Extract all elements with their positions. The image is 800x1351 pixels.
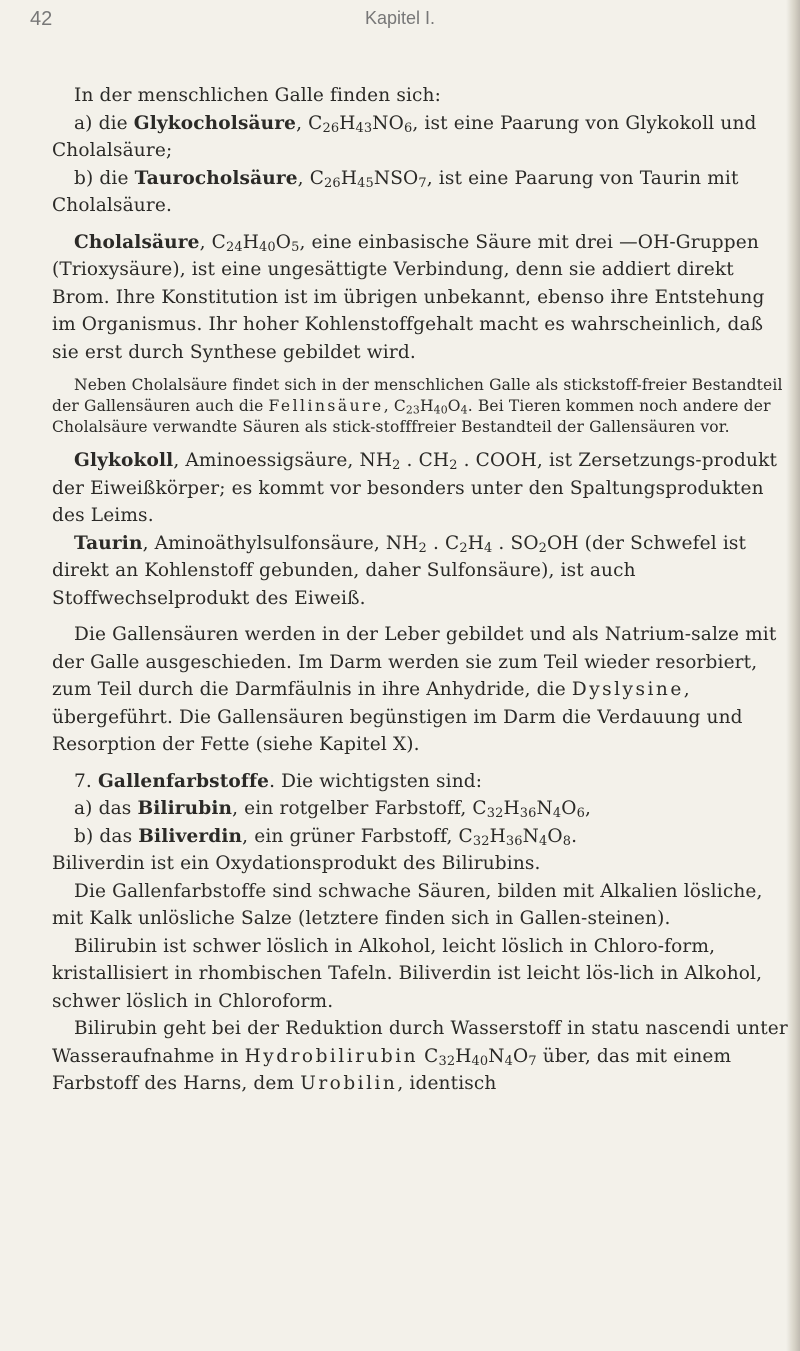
subscript: 2 — [449, 458, 458, 474]
text-run: H — [242, 231, 260, 253]
subscript: 40 — [259, 239, 276, 255]
paragraph-oxydation — [52, 850, 792, 878]
text-run: . Die wichtigsten sind: — [269, 770, 483, 792]
subscript: 6 — [403, 120, 413, 136]
bold-term: Glykocholsäure — [133, 112, 297, 134]
paragraph-loeslichkeit — [52, 933, 792, 1016]
text-run: , eine einbasische Säure mit drei —OH-Gruppen (Trioxysäure), ist eine ungesättigte Verbindung, denn sie addiert direkt Brom. Ihre Konstitution ist im übrigen unbekannt, ebenso ihre Entstehung im Organismus. Ihr hoher Kohlenstoffgehalt macht es wahrscheinlich, daß sie erst durch Synthese gebildet wird. — [52, 231, 765, 363]
text-run: Die Gallensäuren werden in der Leber gebildet und als Natrium-salze mit der Galle ausgeschieden. Im Darm werden sie zum Teil wieder resorbiert, zum Teil durch die Darmfäulnis in ihre Anhydride, die — [52, 624, 777, 700]
text-run: O — [513, 1045, 529, 1067]
text-run: H — [503, 798, 520, 819]
subscript: 43 — [355, 120, 373, 136]
text-run: a) das — [74, 798, 138, 819]
text-run: Neben Cholalsäure findet sich in der menschlichen Galle als stickstoff-freier Bestandteil der Gallensäuren auch die — [52, 376, 783, 415]
text-run: . Bei Tieren kommen noch andere der Cholalsäure verwandte Säuren als stick-stofffreier Bestandteil der Gallensäuren vor. — [52, 397, 771, 436]
text-run: NSO — [373, 167, 419, 189]
subscript: 24 — [225, 239, 243, 255]
page-body — [52, 82, 792, 1098]
text-run: , Aminoäthylsulfonsäure, NH — [142, 532, 419, 554]
subscript: 8 — [562, 833, 572, 849]
spaced-term: Dyslysine — [571, 679, 684, 700]
text-run: . COOH, ist Zersetzungs-produkt der Eiweißkörper; es kommt vor besonders unter den Spaltungsprodukten des Leims. — [52, 450, 778, 526]
item-glykocholsaeure — [52, 110, 792, 165]
text-run: H — [419, 397, 434, 415]
subscript: 6 — [576, 806, 585, 822]
text-run: b) das — [74, 825, 139, 847]
text-run: N — [488, 1045, 505, 1067]
subscript: 2 — [392, 458, 401, 474]
paragraph-reduktion — [52, 1015, 792, 1098]
text-run: , ist eine Paarung von Taurin mit Cholalsäure. — [52, 167, 739, 216]
bold-term: Gallenfarbstoffe — [97, 770, 270, 792]
text-run: , — [584, 798, 592, 819]
text-run: Biliverdin ist ein Oxydationsprodukt des Bilirubins. — [52, 853, 541, 874]
text-run: H — [340, 167, 358, 189]
item-bilirubin — [52, 795, 792, 823]
subscript: 23 — [405, 403, 420, 417]
text-run: , Aminoessigsäure, NH — [173, 450, 393, 471]
text-run: O — [447, 397, 461, 415]
subscript: 26 — [324, 175, 341, 191]
text-run: , C — [199, 231, 226, 253]
bold-term: Glykokoll — [74, 450, 174, 471]
item-biliverdin — [52, 823, 792, 851]
subscript: 4 — [552, 806, 562, 822]
text-run: . SO — [492, 532, 539, 554]
bold-term: Taurin — [74, 532, 143, 554]
paragraph-intro — [52, 82, 792, 110]
text-run: über, das mit einem Farbstoff des Harns, dem — [52, 1045, 732, 1094]
bold-term: Cholalsäure — [74, 231, 200, 253]
bold-term: Bilirubin — [137, 798, 233, 819]
paragraph-eigenschaften — [52, 878, 792, 933]
text-run: O — [275, 231, 292, 253]
text-run: O — [547, 825, 563, 847]
subscript: 2 — [459, 540, 468, 556]
text-run: Die Gallenfarbstoffe sind schwache Säuren, bilden mit Alkalien lösliche, mit Kalk unlösliche Salze (letztere finden sich in Gallen-steinen). — [52, 880, 763, 929]
subscript: 4 — [539, 833, 548, 849]
subscript: 40 — [471, 1053, 489, 1069]
subscript: 45 — [357, 175, 374, 191]
spaced-term: Hydrobilirubin — [244, 1045, 419, 1067]
text-run: , ein rotgelber Farbstoff, C — [232, 798, 487, 819]
subscript: 26 — [322, 120, 340, 136]
subscript: 2 — [538, 540, 548, 556]
subscript: 4 — [460, 403, 468, 417]
page-number: 42 — [30, 8, 53, 30]
spaced-term: Urobilin — [300, 1073, 398, 1094]
text-run: H — [455, 1045, 472, 1067]
bold-term: Biliverdin — [138, 825, 243, 847]
text-run: H — [489, 825, 506, 847]
subscript: 5 — [291, 239, 300, 255]
paragraph-glykokoll — [52, 447, 792, 530]
item-taurocholsaeure — [52, 165, 792, 220]
text-run: , ein grüner Farbstoff, C — [242, 825, 473, 847]
subscript: 4 — [504, 1053, 513, 1069]
text-run: . CH — [400, 450, 450, 471]
text-run: Bilirubin ist schwer löslich in Alkohol, leicht löslich in Chloro-form, kristallisiert in rhombischen Tafeln. Biliverdin ist leicht lös-lich in Alkohol, schwer löslich in Chloroform. — [52, 935, 763, 1012]
text-run: , C — [297, 167, 325, 189]
note-fellinsaeure — [52, 375, 792, 438]
running-title: Kapitel I. — [364, 8, 436, 28]
subscript: 4 — [484, 540, 493, 556]
section-gallenfarbstoffe — [52, 768, 792, 796]
bold-term: Taurocholsäure — [134, 167, 298, 189]
subscript: 32 — [486, 806, 504, 822]
text-run: C — [418, 1045, 439, 1067]
subscript: 32 — [472, 833, 490, 849]
subscript: 2 — [418, 540, 427, 556]
page-header — [30, 8, 770, 38]
text-run: 7. — [74, 770, 98, 792]
text-run: NO — [372, 112, 404, 134]
text-run: OH (der Schwefel ist direkt an Kohlenstoff gebunden, daher Sulfonsäure), ist auch Stoffwechselprodukt des Eiweiß. — [52, 532, 747, 609]
text-run: In der menschlichen Galle finden sich: — [74, 85, 442, 106]
text-run: , C — [296, 112, 323, 134]
text-run: a) die — [74, 112, 134, 134]
text-run: N — [536, 798, 553, 819]
subscript: 7 — [418, 175, 427, 191]
text-run: H — [339, 112, 356, 134]
subscript: 36 — [519, 806, 537, 822]
text-run: . — [571, 825, 578, 847]
text-run: N — [522, 825, 540, 847]
subscript: 36 — [505, 833, 523, 849]
paragraph-cholalsaeure — [52, 229, 792, 367]
paragraph-gallensaeuren — [52, 621, 792, 759]
text-run: H — [467, 532, 485, 554]
subscript: 40 — [433, 403, 448, 417]
text-run: b) die — [74, 167, 135, 189]
text-run: O — [561, 798, 577, 819]
text-run: , ist eine Paarung von Glykokoll und Cholalsäure; — [52, 112, 757, 161]
text-run: , C — [383, 397, 406, 415]
spaced-term: Fellinsäure — [268, 397, 384, 415]
subscript: 32 — [438, 1053, 456, 1069]
text-run: , identisch — [397, 1073, 497, 1094]
text-run: , übergeführt. Die Gallensäuren begünstigen im Darm die Verdauung und Resorption der Fette (siehe Kapitel X). — [52, 679, 743, 755]
subscript: 7 — [528, 1053, 537, 1069]
text-run: . C — [426, 532, 460, 554]
paragraph-taurin — [52, 530, 792, 613]
text-run: Bilirubin geht bei der Reduktion durch Wasserstoff in statu nascendi unter Wasseraufnahme in — [52, 1018, 788, 1067]
